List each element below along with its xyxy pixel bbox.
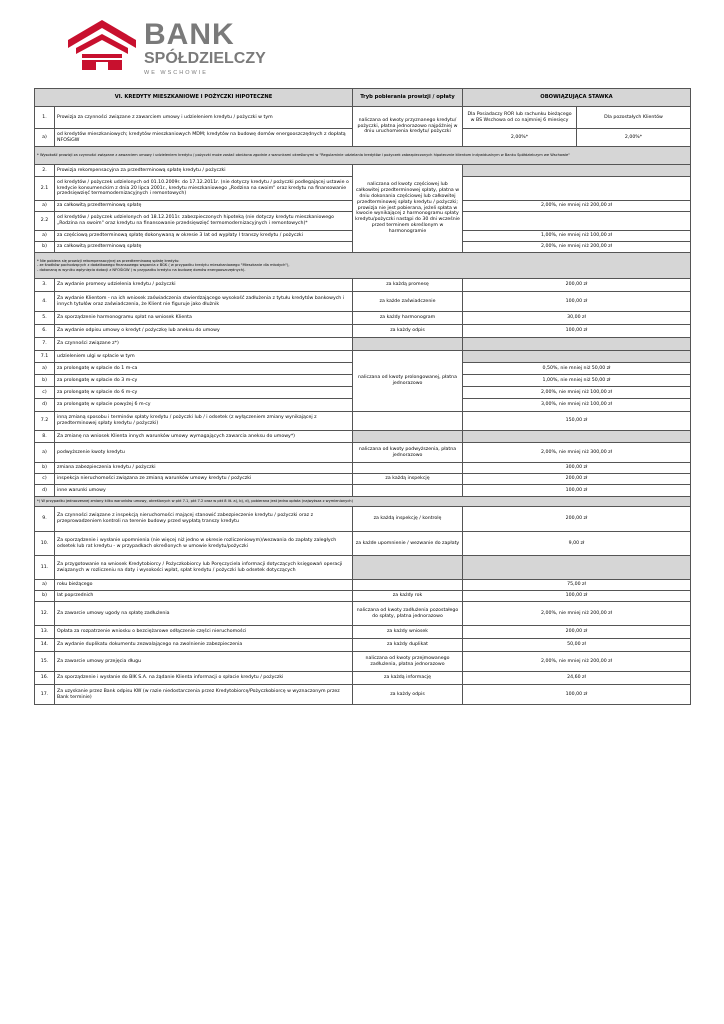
- table-cell: [463, 165, 691, 177]
- table-cell: 10.: [35, 532, 55, 556]
- table-cell: roku bieżącego: [55, 580, 353, 591]
- section-title: VI. KREDYTY MIESZKANIOWE I POŻYCZKI HIPOTECZNE: [35, 89, 353, 107]
- table-cell: [353, 485, 463, 497]
- table-cell: a): [35, 363, 55, 375]
- col-header-rate-a: Dla Posiadaczy ROR lub rachunku bieżącego w BS Wschowa od co najmniej 6 miesięcy: [463, 107, 577, 129]
- table-row: [35, 443, 691, 463]
- table-cell: 17.: [35, 685, 55, 705]
- table-cell: udzieleniem ulgi w spłacie w tym: [55, 351, 353, 363]
- table-cell: 200,00 zł: [463, 507, 691, 532]
- table-row: [35, 279, 691, 292]
- table-row: [35, 672, 691, 685]
- table-row: [35, 580, 691, 591]
- table-cell: 9,00 zł: [463, 532, 691, 556]
- table-row: [35, 532, 691, 556]
- table-cell: za prolongatę w spłacie powyżej 6 m-cy: [55, 399, 353, 412]
- table-cell: [353, 412, 463, 431]
- table-cell: za każdą informację: [353, 672, 463, 685]
- table-cell: 3,00%, nie mniej niż 100,00 zł: [463, 399, 691, 412]
- table-row: [35, 639, 691, 652]
- table-cell: b): [35, 242, 55, 253]
- table-cell: d): [35, 485, 55, 497]
- table-cell: a): [35, 580, 55, 591]
- table-cell: 100,00 zł: [463, 292, 691, 312]
- table-cell: [463, 556, 691, 580]
- table-cell: Za sporządzenie harmonogramu spłat na wniosek Klienta: [55, 312, 353, 325]
- table-cell: od kredytów mieszkaniowych; kredytów mieszkaniowych MDM; kredytów na budowę domów energooszczędnych z dopłatą NFOŚiGW: [55, 129, 353, 147]
- table-cell: naliczana od kwoty zadłużenia pozostałego do spłaty, płatna jednorazowo: [353, 602, 463, 626]
- table-row: [35, 507, 691, 532]
- table-cell: 12.: [35, 602, 55, 626]
- table-cell: Za wydanie duplikatu dokumentu zezwalającego na zwolnienie zabezpieczenia: [55, 639, 353, 652]
- bank-logo: [64, 18, 264, 80]
- table-cell: za każdy odpis: [353, 325, 463, 338]
- table-cell: 2.1: [35, 177, 55, 201]
- table-cell: za każde upomnienie / wezwanie do zapłaty: [353, 532, 463, 556]
- table-cell: 6.: [35, 325, 55, 338]
- table-cell: 16.: [35, 672, 55, 685]
- table-cell: 5.: [35, 312, 55, 325]
- table-cell: 2,00%, nie mniej niż 200,00 zł: [463, 242, 691, 253]
- table-cell: a): [35, 443, 55, 463]
- table-header-row: [35, 89, 691, 107]
- table-cell: Za wydanie Klientom - na ich wniosek zaświadczenia stwierdzającego wysokość zadłużenia z tytułu kredytów bankowych i innych tytułów oraz zaświadczenia, że Klient nie figuruje jako dłużnik: [55, 292, 353, 312]
- table-cell: a): [35, 129, 55, 147]
- table-cell: inspekcja nieruchomości związana ze zmianą warunków umowy kredytu / pożyczki: [55, 474, 353, 485]
- table-cell: 30,00 zł: [463, 312, 691, 325]
- table-cell: inną zmianą sposobu i terminów spłaty kredytu / pożyczki lub / i odsetek (z wyłączeniem zmiany wynikającej z przedterminowej spłaty kredytu / pożyczki): [55, 412, 353, 431]
- table-cell: 2,00%, nie mniej niż 200,00 zł: [463, 201, 691, 212]
- table-cell: 7.2: [35, 412, 55, 431]
- table-row: [35, 107, 691, 129]
- table-cell: Za wydanie promesy udzielenia kredytu / pożyczki: [55, 279, 353, 292]
- table-cell: za każdy harmonogram: [353, 312, 463, 325]
- table-cell: [353, 431, 463, 443]
- table-cell: [353, 556, 463, 580]
- table-cell: lat poprzednich: [55, 591, 353, 602]
- table-cell: 2,00%*: [463, 129, 577, 147]
- table-cell: 100,00 zł: [463, 591, 691, 602]
- table-cell: podwyższenie kwoty kredytu: [55, 443, 353, 463]
- table-cell: za prolongatę w spłacie do 1 m-ca: [55, 363, 353, 375]
- table-cell: 1,00%, nie mniej niż 50,00 zł: [463, 375, 691, 387]
- table-cell: Za sporządzenie i wysłanie do BIK S.A. na żądanie Klienta informacji o spłacie kredytu / pożyczki: [55, 672, 353, 685]
- table-cell: b): [35, 591, 55, 602]
- table-cell: Za zawarcie umowy przejęcia długu: [55, 652, 353, 672]
- table-cell: a): [35, 201, 55, 212]
- table-cell: [463, 351, 691, 363]
- table-cell: [353, 580, 463, 591]
- table-cell: 4.: [35, 292, 55, 312]
- table-cell: 200,00 zł: [463, 626, 691, 639]
- table-cell: Za czynności związane z inspekcją nieruchomości mającej stanowić zabezpieczenie kredytu / pożyczki oraz z przeprowadzeniem kontroli na terenie budowy przed wypłatą transzy kredytu: [55, 507, 353, 532]
- table-row: [35, 591, 691, 602]
- col-header-rate-b: Dla pozostałych Klientów: [577, 107, 691, 129]
- table-cell: za każdy duplikat: [353, 639, 463, 652]
- table-cell: 200,00 zł: [463, 474, 691, 485]
- table-cell: 1,00%, nie mniej niż 100,00 zł: [463, 231, 691, 242]
- logo-bank-text: BANK: [144, 18, 235, 51]
- table-note: [35, 253, 691, 279]
- table-cell: * Nie pobiera się prowizji rekompensacyjnej za przedterminową spłatę kredytu: - ze środków pochodzących z dodatkowego finansowego wsparcia z BGK ( w przypadku kredytu mieszkaniowego "Mieszkanie dla młodych"), - dokonaną w wyniku wpłynięcia dotacji z NFOŚiGW ( w przypadku kredytu na budowę domów energooszczędnych).: [35, 253, 691, 279]
- table-cell: 75,00 zł: [463, 580, 691, 591]
- table-cell: od kredytów / pożyczek udzielonych od 01.10.2009r. do 17.12.2011r. (nie dotyczy kredytu / pożyczki podlegającej ustawie o kredycie konsumenckim z dnia 20 lipca 2001r., kredytu mieszkaniowego „Rodzina na swoim" oraz kredytu na finansowanie przedsięwzięć termomodernizacyjnych i remontowych): [55, 177, 353, 201]
- table-cell: za każdą inspekcję: [353, 474, 463, 485]
- table-cell: 9.: [35, 507, 55, 532]
- table-cell: c): [35, 387, 55, 399]
- table-cell: 2,00%, nie mniej niż 300,00 zł: [463, 443, 691, 463]
- table-cell: 24,60 zł: [463, 672, 691, 685]
- table-cell: 15.: [35, 652, 55, 672]
- table-row: [35, 431, 691, 443]
- table-row: [35, 312, 691, 325]
- table-cell: 7.: [35, 338, 55, 351]
- table-row: [35, 338, 691, 351]
- table-cell: 14.: [35, 639, 55, 652]
- table-cell: 100,00 zł: [463, 685, 691, 705]
- col-header-mode: Tryb pobierania prowizji / opłaty: [353, 89, 463, 107]
- table-cell: naliczana od kwoty podwyższenia, płatna jednorazowo: [353, 443, 463, 463]
- table-cell: 1.: [35, 107, 55, 129]
- table-cell: [463, 338, 691, 351]
- table-cell: zmiana zabezpieczenia kredytu / pożyczki: [55, 463, 353, 474]
- table-cell: 3.: [35, 279, 55, 292]
- table-row: [35, 292, 691, 312]
- table-row: [35, 325, 691, 338]
- table-cell: [353, 338, 463, 351]
- table-row: [35, 556, 691, 580]
- table-cell: Za uzyskanie przez Bank odpisu KW (w razie niedostarczenia przez Kredytobiorcę/Pożyczkobiorcę w wyznaczonym przez Bank terminie): [55, 685, 353, 705]
- table-cell: 2,00%, nie mniej niż 100,00 zł: [463, 387, 691, 399]
- table-cell: za częściową przedterminową spłatę dokonywaną w okresie 3 lat od wypłaty I transzy kredytu / pożyczki: [55, 231, 353, 242]
- table-row: [35, 463, 691, 474]
- table-cell: [463, 431, 691, 443]
- table-note: [35, 147, 691, 165]
- table-cell: za każdy rok: [353, 591, 463, 602]
- table-cell: naliczana od kwoty przejmowanego zadłużenia, płatna jednorazowo: [353, 652, 463, 672]
- table-cell: Opłata za rozpatrzenie wniosku o bezciężarowe odłączenie części nieruchomości: [55, 626, 353, 639]
- table-cell: 2,00%*: [577, 129, 691, 147]
- table-cell: za całkowitą przedterminową spłatę: [55, 242, 353, 253]
- table-cell: 2,00%, nie mniej niż 200,00 zł: [463, 652, 691, 672]
- table-cell: d): [35, 399, 55, 412]
- table-row: [35, 165, 691, 177]
- roof-icon: [64, 18, 140, 74]
- table-cell: za każdą promesę: [353, 279, 463, 292]
- table-cell: *) W przypadku jednoczesnej zmiany kilku warunków umowy, określonych w pkt 7.1, pkt 7.2 oraz w pkt 8 lit. a), b), d), pobierana jest jedna opłata (najwyższa z wymienionych): [35, 497, 691, 507]
- table-cell: b): [35, 375, 55, 387]
- table-cell: 50,00 zł: [463, 639, 691, 652]
- table-cell: za każdy wniosek: [353, 626, 463, 639]
- table-row: [35, 351, 691, 363]
- table-cell: naliczana od kwoty częściowej lub całkowitej przedterminowej spłaty, płatna w dniu dokonania częściowej lub całkowitej przedterminowej spłaty kredytu / pożyczki; prowizja nie jest pobierana, jeżeli spłata w kwocie wynikającej z harmonogramu spłaty kredytu/pożyczki nastąpi do 30 dni wcześnie przed terminem określonym w harmonogramie: [353, 165, 463, 253]
- table-row: [35, 602, 691, 626]
- table-cell: 8.: [35, 431, 55, 443]
- table-note: [35, 497, 691, 507]
- table-cell: Prowizja rekompensacyjna za przedterminową spłatę kredytu / pożyczki: [55, 165, 353, 177]
- table-cell: 150,00 zł: [463, 412, 691, 431]
- table-cell: 100,00 zł: [463, 485, 691, 497]
- table-cell: b): [35, 463, 55, 474]
- table-cell: za każdą inspekcję / kontrolę: [353, 507, 463, 532]
- table-cell: 200,00 zł: [463, 279, 691, 292]
- table-cell: Za czynności związane z*): [55, 338, 353, 351]
- table-cell: 100,00 zł: [463, 325, 691, 338]
- table-cell: [463, 212, 691, 231]
- table-cell: a): [35, 231, 55, 242]
- table-cell: inne warunki umowy: [55, 485, 353, 497]
- table-cell: od kredytów / pożyczek udzielonych od 18.12.2011r. zabezpieczonych hipoteką (nie dotyczy kredytu mieszkaniowego „Rodzina na swoim" oraz kredytu na finansowanie przedsięwzięć termomodernizacyjnych i remontowych)*: [55, 212, 353, 231]
- table-cell: Za przygotowanie na wniosek Kredytobiorcy / Pożyczkobiorcy lub Poręczyciela informacji dotyczących księgowań operacji związanych w rozliczeniu na daty i wysokości wpłat, spłat kredytu / pożyczki lub odsetek dotyczących: [55, 556, 353, 580]
- table-cell: naliczana od kwoty przyznanego kredytu/ pożyczki, płatna jednorazowo najpóźniej w dniu uruchomienia kredytu/ pożyczki: [353, 107, 463, 147]
- table-cell: za całkowitą przedterminową spłatę: [55, 201, 353, 212]
- table-cell: za każdy odpis: [353, 685, 463, 705]
- table-row: [35, 474, 691, 485]
- table-cell: Za zmianę na wniosek Klienta innych warunków umowy wymagających zawarcia aneksu do umowy*): [55, 431, 353, 443]
- table-cell: za prolongatę w spłacie do 6 m-cy: [55, 387, 353, 399]
- logo-city-text: WE WSCHOWIE: [144, 70, 208, 76]
- fee-table: [34, 88, 691, 705]
- col-header-rate: OBOWIĄZUJĄCA STAWKA: [463, 89, 691, 107]
- table-cell: 0,50%, nie mniej niż 50,00 zł: [463, 363, 691, 375]
- table-cell: 13.: [35, 626, 55, 639]
- table-cell: Za zawarcie umowy ugody na spłatę zadłużenia: [55, 602, 353, 626]
- table-row: [35, 685, 691, 705]
- table-cell: [353, 463, 463, 474]
- table-cell: za każde zaświadczenie: [353, 292, 463, 312]
- table-cell: 2.2: [35, 212, 55, 231]
- table-row: [35, 626, 691, 639]
- table-cell: za prolongatę w spłacie do 3 m-cy: [55, 375, 353, 387]
- table-row: [35, 485, 691, 497]
- table-row: [35, 412, 691, 431]
- table-cell: Prowizja za czynności związane z zawarciem umowy i udzieleniem kredytu / pożyczki w tym: [55, 107, 353, 129]
- table-cell: 300,00 zł: [463, 463, 691, 474]
- table-cell: 2,00%, nie mniej niż 200,00 zł: [463, 602, 691, 626]
- table-cell: * Wysokość prowizji za czynności związane z zawarciem umowy i udzieleniem kredytu / pożyczki może zostać obniżona zgodnie z warunkami określonymi w "Regulaminie udzielania kredytów i pożyczek zabezpieczonych hipotecznie klientom indywidualnym w Banku Spółdzielczym we Wschowie": [35, 147, 691, 165]
- table-row: [35, 652, 691, 672]
- table-cell: 11.: [35, 556, 55, 580]
- table-cell: Za sporządzenie i wysłanie upomnienia (nie więcej niż jedno w okresie rozliczeniowym)/wezwania do zapłaty zaległych odsetek lub rat kredytu - w przypadkach określonych w umowie kredytu/pożyczki: [55, 532, 353, 556]
- table-cell: naliczana od kwoty prolongowanej, płatna jednorazowo: [353, 351, 463, 412]
- table-cell: 7.1: [35, 351, 55, 363]
- table-cell: Za wydanie odpisu umowy o kredyt / pożyczkę lub aneksu do umowy: [55, 325, 353, 338]
- table-cell: c): [35, 474, 55, 485]
- table-cell: [463, 177, 691, 201]
- table-cell: 2.: [35, 165, 55, 177]
- logo-name-text: SPÓŁDZIELCZY: [144, 50, 266, 67]
